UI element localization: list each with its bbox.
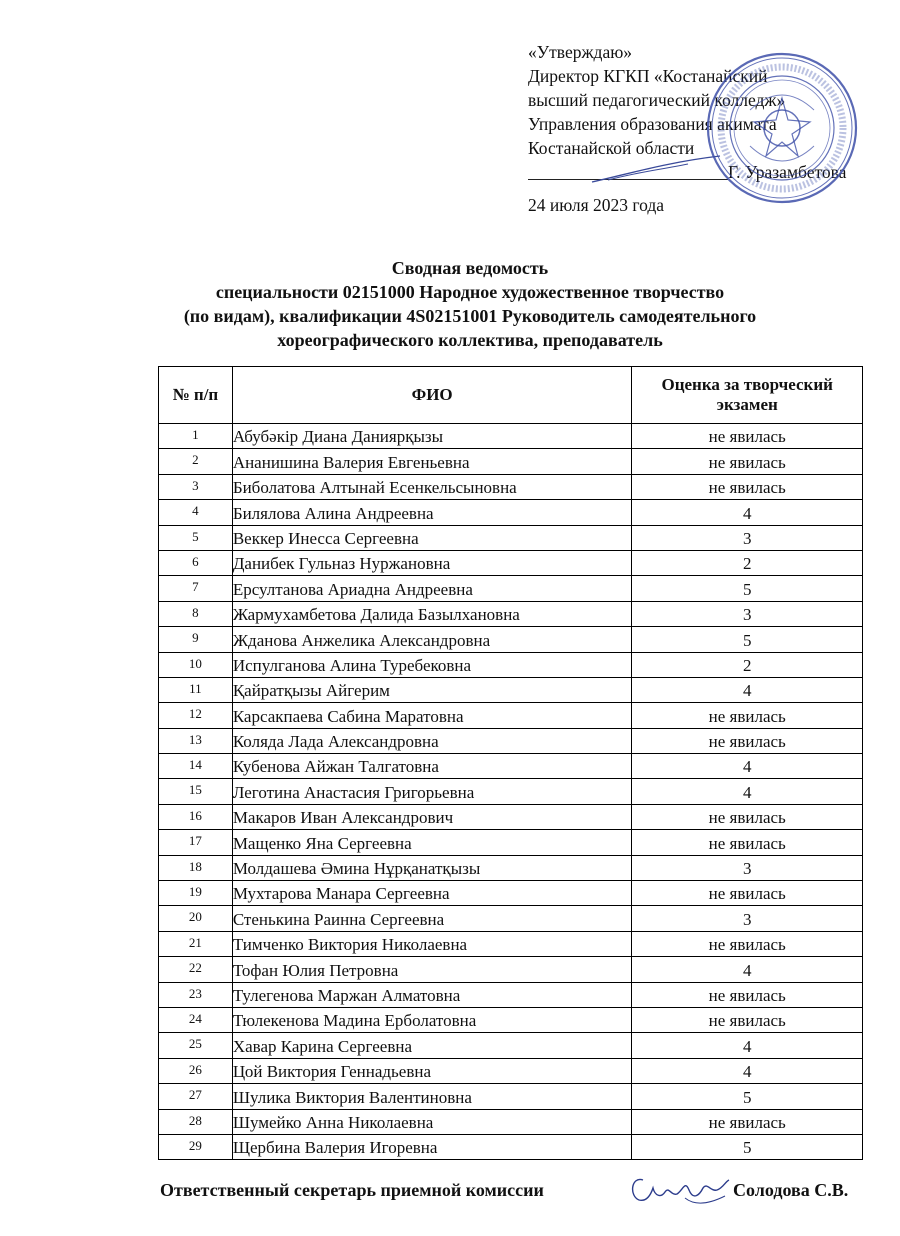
table-row [159, 754, 863, 779]
exam-grade: 2 [632, 550, 863, 575]
row-number: 15 [159, 779, 233, 804]
student-name: Биболатова Алтынай Есенкельсыновна [232, 474, 632, 499]
row-number: 28 [159, 1109, 233, 1134]
row-number: 24 [159, 1007, 233, 1032]
student-name: Карсакпаева Сабина Маратовна [232, 703, 632, 728]
student-name: Тюлекенова Мадина Ерболатовна [232, 1007, 632, 1032]
exam-grade: 4 [632, 754, 863, 779]
row-number: 29 [159, 1134, 233, 1159]
exam-grade: не явилась [632, 474, 863, 499]
row-number: 26 [159, 1058, 233, 1083]
exam-grade: 5 [632, 1134, 863, 1159]
exam-grade: не явилась [632, 449, 863, 474]
table-row [159, 881, 863, 906]
table-row [159, 1033, 863, 1058]
student-name: Макаров Иван Александрович [232, 804, 632, 829]
footer [160, 1180, 880, 1210]
table-row [159, 906, 863, 931]
table-row [159, 804, 863, 829]
row-number: 18 [159, 855, 233, 880]
table-row [159, 601, 863, 626]
row-number: 20 [159, 906, 233, 931]
approval-date: 24 июля 2023 года [528, 195, 665, 215]
row-number: 19 [159, 881, 233, 906]
row-number: 21 [159, 931, 233, 956]
exam-grade: 4 [632, 779, 863, 804]
header-fio: ФИО [232, 367, 632, 424]
exam-grade: не явилась [632, 1007, 863, 1032]
exam-grade: 3 [632, 906, 863, 931]
student-name: Мухтарова Манара Сергеевна [232, 881, 632, 906]
row-number: 9 [159, 627, 233, 652]
seal-stamp-icon [704, 50, 860, 206]
student-name: Стенькина Раинна Сергеевна [232, 906, 632, 931]
student-name: Жармухамбетова Далида Базылхановна [232, 601, 632, 626]
student-name: Шумейко Анна Николаевна [232, 1109, 632, 1134]
header-num: № п/п [159, 367, 233, 424]
student-name: Тимченко Виктория Николаевна [232, 931, 632, 956]
title-line: (по видам), квалификации 4S02151001 Руководитель самодеятельного [183, 306, 757, 326]
student-name: Тулегенова Маржан Алматовна [232, 982, 632, 1007]
student-name: Мащенко Яна Сергеевна [232, 830, 632, 855]
table-row [159, 1058, 863, 1083]
student-name: Испулганова Алина Туребековна [232, 652, 632, 677]
table-row [159, 830, 863, 855]
table-row [159, 957, 863, 982]
table-row [159, 982, 863, 1007]
exam-grade: 5 [632, 1084, 863, 1109]
exam-grade: не явилась [632, 982, 863, 1007]
table-row [159, 1084, 863, 1109]
student-name: Данибек Гульназ Нуржановна [232, 550, 632, 575]
student-name: Кубенова Айжан Талгатовна [232, 754, 632, 779]
table-row [159, 500, 863, 525]
exam-grade: не явилась [632, 728, 863, 753]
exam-grade: не явилась [632, 424, 863, 449]
approval-line: Управления образования акимата [528, 114, 777, 134]
student-name: Тофан Юлия Петровна [232, 957, 632, 982]
exam-grade: 3 [632, 855, 863, 880]
table-row [159, 677, 863, 702]
row-number: 23 [159, 982, 233, 1007]
row-number: 22 [159, 957, 233, 982]
table-row [159, 1109, 863, 1134]
table-row [159, 627, 863, 652]
secretary-name: Солодова С.В. [733, 1180, 849, 1200]
row-number: 7 [159, 576, 233, 601]
row-number: 4 [159, 500, 233, 525]
row-number: 16 [159, 804, 233, 829]
director-name: Г. Уразамбетова [728, 162, 847, 182]
exam-grade: 4 [632, 1058, 863, 1083]
title-line: Сводная ведомость [391, 258, 549, 278]
exam-grade: 4 [632, 500, 863, 525]
row-number: 10 [159, 652, 233, 677]
exam-grade: 4 [632, 677, 863, 702]
exam-grade: 5 [632, 627, 863, 652]
title-line: хореографического коллектива, преподаватель [277, 330, 663, 350]
secretary-signature-icon [625, 1166, 735, 1210]
row-number: 13 [159, 728, 233, 753]
table-row [159, 728, 863, 753]
student-name: Щербина Валерия Игоревна [232, 1134, 632, 1159]
table-row [159, 652, 863, 677]
approval-line: высший педагогический колледж» [528, 90, 786, 110]
table-row [159, 1134, 863, 1159]
table-row [159, 449, 863, 474]
exam-grade: 4 [632, 1033, 863, 1058]
student-name: Молдашева Әмина Нұрқанатқызы [232, 855, 632, 880]
document-title [100, 256, 840, 352]
table-row [159, 779, 863, 804]
row-number: 12 [159, 703, 233, 728]
exam-grade: не явилась [632, 931, 863, 956]
student-name: Ананишина Валерия Евгеньевна [232, 449, 632, 474]
exam-grade: 3 [632, 525, 863, 550]
row-number: 11 [159, 677, 233, 702]
table-row [159, 703, 863, 728]
row-number: 3 [159, 474, 233, 499]
approval-line: Директор КГКП «Костанайский [528, 66, 768, 86]
exam-grade: не явилась [632, 830, 863, 855]
table-header-row [159, 367, 863, 424]
header-grade: Оценка за творческий экзамен [632, 367, 863, 424]
row-number: 1 [159, 424, 233, 449]
row-number: 14 [159, 754, 233, 779]
exam-grade: 4 [632, 957, 863, 982]
exam-grade: 5 [632, 576, 863, 601]
title-line: специальности 02151000 Народное художественное творчество [215, 282, 725, 302]
row-number: 5 [159, 525, 233, 550]
student-name: Шулика Виктория Валентиновна [232, 1084, 632, 1109]
student-name: Қайратқызы Айгерим [232, 677, 632, 702]
exam-grade: не явилась [632, 703, 863, 728]
exam-grade: не явилась [632, 804, 863, 829]
table-row [159, 1007, 863, 1032]
row-number: 6 [159, 550, 233, 575]
student-name: Веккер Инесса Сергеевна [232, 525, 632, 550]
row-number: 25 [159, 1033, 233, 1058]
student-name: Ерсултанова Ариадна Андреевна [232, 576, 632, 601]
secretary-label: Ответственный секретарь приемной комиссии [160, 1180, 544, 1200]
exam-grade: 2 [632, 652, 863, 677]
approval-line: «Утверждаю» [528, 42, 633, 62]
student-name: Леготина Анастасия Григорьевна [232, 779, 632, 804]
approval-line: Костанайской области [528, 138, 695, 158]
student-name: Хавар Карина Сергеевна [232, 1033, 632, 1058]
table-row [159, 424, 863, 449]
table-row [159, 525, 863, 550]
row-number: 2 [159, 449, 233, 474]
row-number: 17 [159, 830, 233, 855]
table-row [159, 474, 863, 499]
row-number: 27 [159, 1084, 233, 1109]
exam-grade: 3 [632, 601, 863, 626]
table-row [159, 855, 863, 880]
results-table [158, 366, 863, 1160]
exam-grade: не явилась [632, 1109, 863, 1134]
student-name: Коляда Лада Александровна [232, 728, 632, 753]
student-name: Жданова Анжелика Александровна [232, 627, 632, 652]
student-name: Абубәкір Диана Даниярқызы [232, 424, 632, 449]
table-row [159, 931, 863, 956]
table-row [159, 550, 863, 575]
table-row [159, 576, 863, 601]
student-name: Цой Виктория Геннадьевна [232, 1058, 632, 1083]
row-number: 8 [159, 601, 233, 626]
student-name: Билялова Алина Андреевна [232, 500, 632, 525]
exam-grade: не явилась [632, 881, 863, 906]
